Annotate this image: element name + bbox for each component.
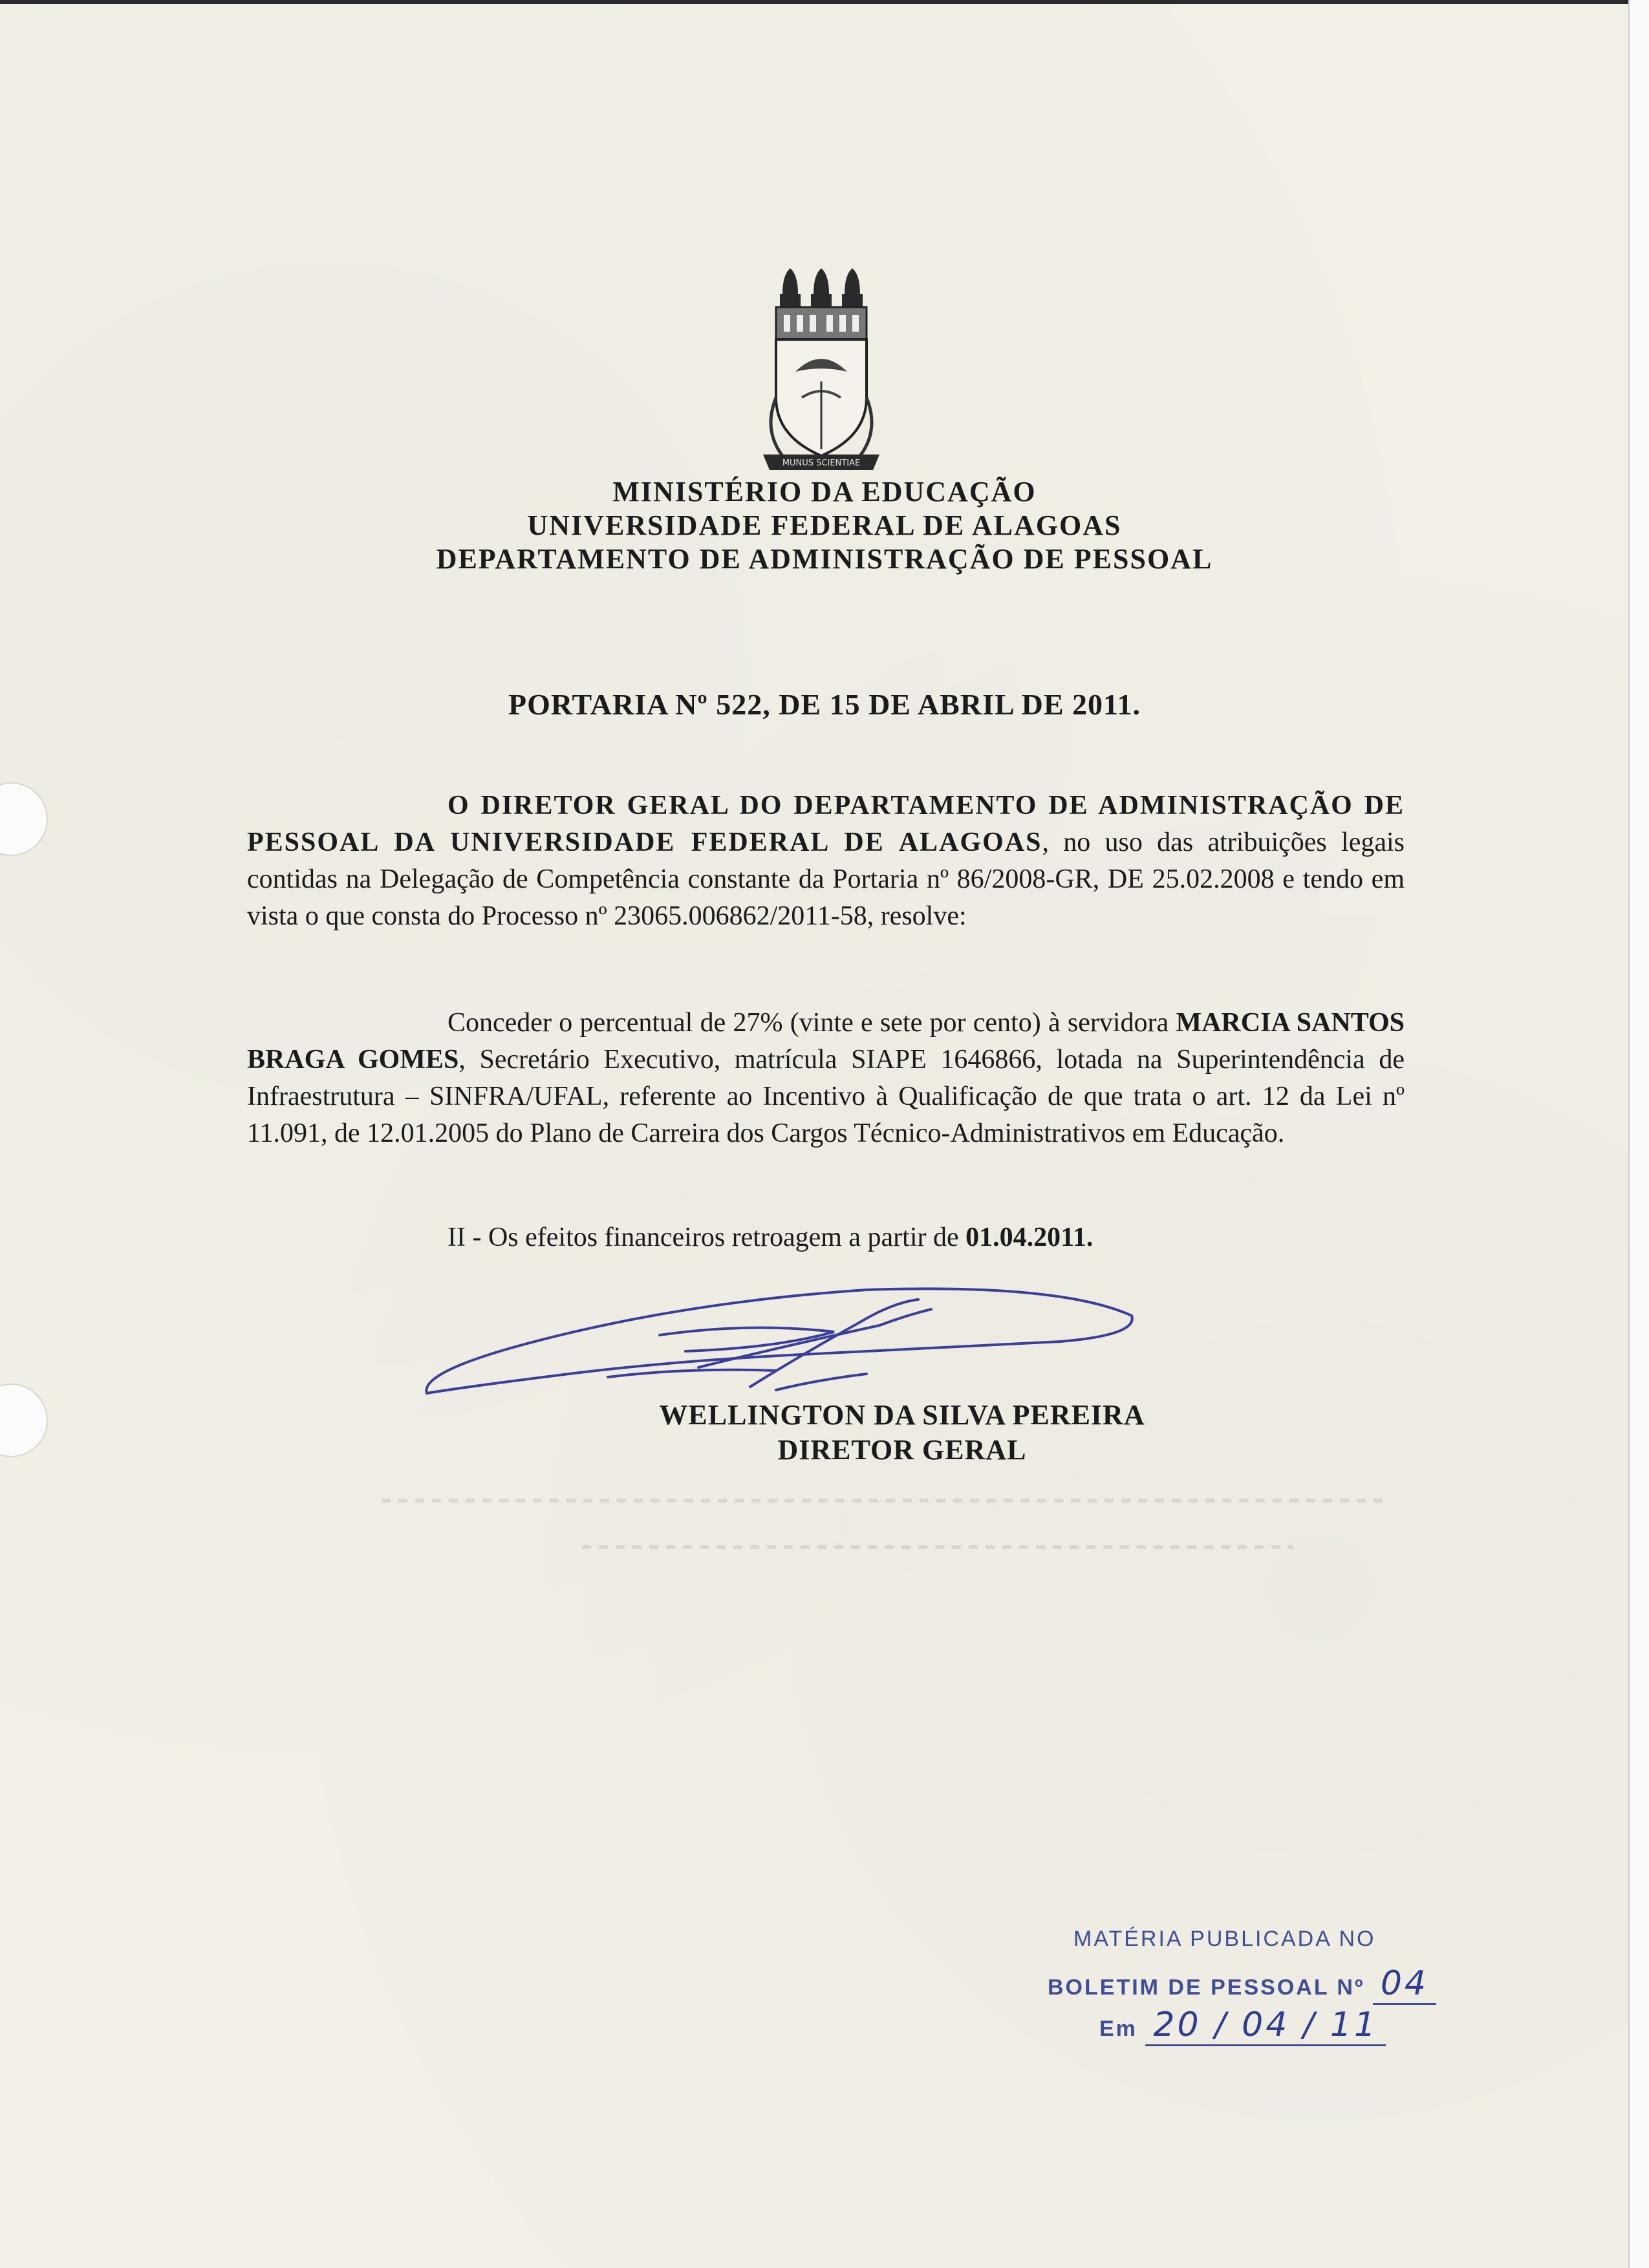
paragraph-preamble	[247, 787, 1405, 935]
scan-right-edge	[1628, 0, 1649, 2268]
portaria-title: PORTARIA Nº 522, DE 15 DE ABRIL DE 2011.	[508, 688, 1141, 721]
stamp-line-bulletin	[1048, 1964, 1436, 2003]
emblem-banner-text: MUNUS SCIENTIAE	[782, 458, 861, 468]
stamp-bulletin-number: 04	[1373, 1964, 1436, 2005]
university-emblem-icon	[757, 268, 886, 482]
signer-title: DIRETOR GERAL	[777, 1434, 1027, 1466]
effects-date: 01.04.2011.	[965, 1223, 1094, 1252]
header-university: UNIVERSIDADE FEDERAL DE ALAGOAS	[527, 509, 1122, 541]
stamp-bulletin-label: BOLETIM DE PESSOAL Nº	[1048, 1975, 1365, 2000]
preamble-text: , no uso das atribuições legais contidas na Delegação de Competência constante da Portaria nº 86/2008-GR, DE 25.02.2008 e tendo em vista o que consta do Processo nº 23065.006862/2011-58, resolve:	[247, 828, 1405, 931]
bleed-through-line	[582, 1545, 1293, 1549]
signer-name: WELLINGTON DA SILVA PEREIRA	[659, 1399, 1145, 1431]
grant-text-post: , Secretário Executivo, matrícula SIAPE 1646866, lotada na Superintendência de Infraestrutura – SINFRA/UFAL, referente ao Incentivo à Qualificação de que trata o art. 12 da Lei nº 11.091, de 12.01.2005 do Plano de Carreira dos Cargos Técnico-Administrativos em Educação.	[247, 1045, 1405, 1148]
stamp-line-published: MATÉRIA PUBLICADA NO	[1073, 1927, 1376, 1951]
employee-name: MARCIA SANTOS BRAGA GOMES	[247, 1008, 1405, 1075]
header-department: DEPARTAMENTO DE ADMINISTRAÇÃO DE PESSOAL	[436, 543, 1213, 575]
paragraph-effects	[247, 1219, 1405, 1256]
stamp-date: 20 / 04 / 11	[1145, 2006, 1386, 2046]
punch-hole-upper	[0, 782, 48, 856]
bleed-through-line	[382, 1499, 1384, 1503]
header-ministry: MINISTÉRIO DA EDUCAÇÃO	[612, 476, 1037, 508]
preamble-authority: O DIRETOR GERAL DO DEPARTAMENTO DE ADMINISTRAÇÃO DE PESSOAL DA UNIVERSIDADE FEDERAL DE ALAGOAS	[247, 791, 1405, 857]
effects-text: II - Os efeitos financeiros retroagem a partir de	[447, 1223, 966, 1252]
stamp-line-date	[1099, 2006, 1386, 2044]
scan-top-edge	[0, 0, 1649, 4]
stamp-date-prefix: Em	[1099, 2017, 1137, 2041]
grant-text-pre: Conceder o percentual de 27% (vinte e sete por cento) à servidora	[447, 1008, 1176, 1038]
paragraph-grant	[247, 1005, 1405, 1152]
